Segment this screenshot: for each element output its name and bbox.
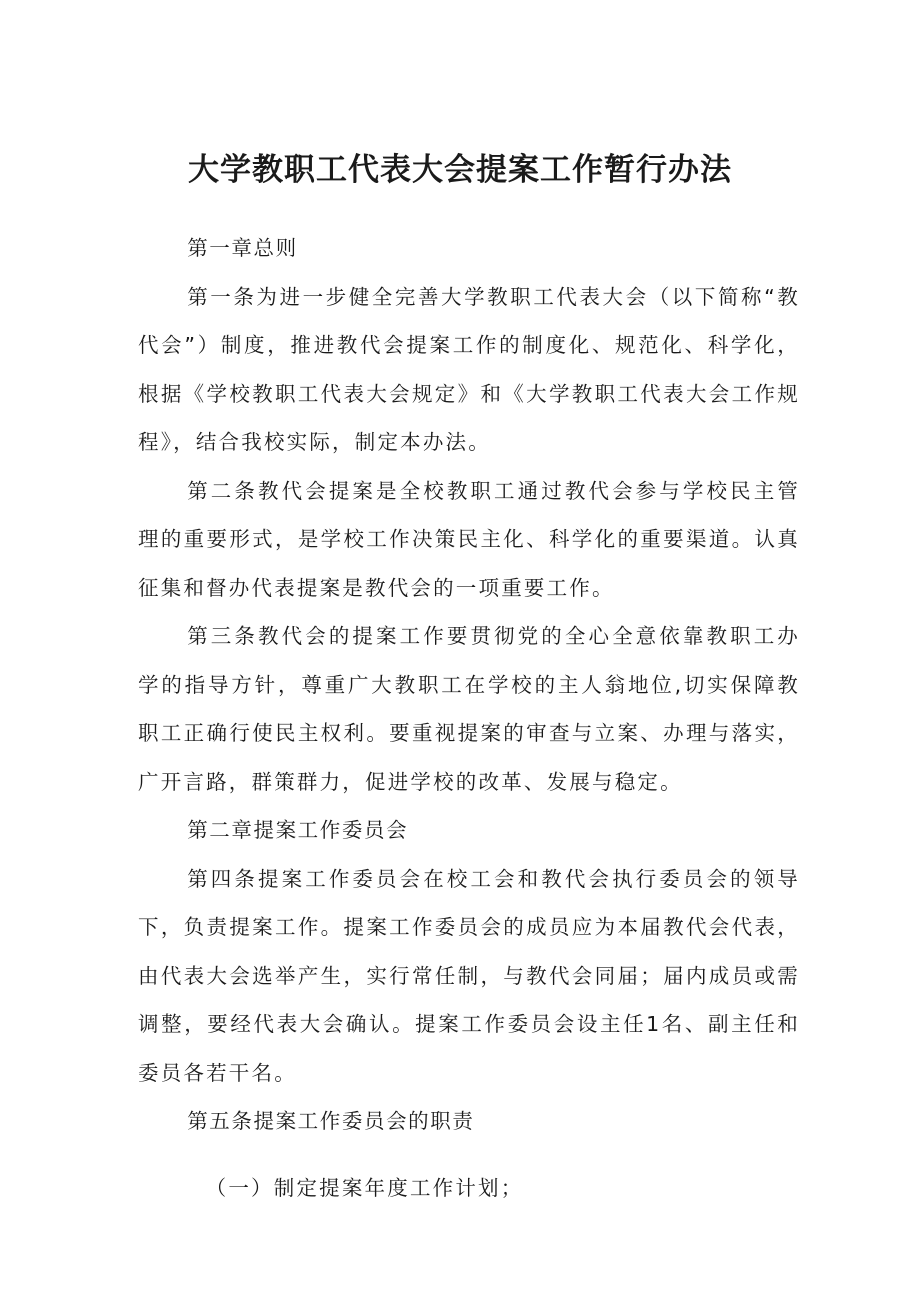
chapter-2-heading: 第二章提案工作委员会	[187, 818, 409, 842]
chapter-1-heading: 第一章总则	[187, 236, 298, 260]
article-4: 第四条提案工作委员会在校工会和教代会执行委员会的领导下，负责提案工作。提案工作委员会的成员应为本届教代会代表，由代表大会选举产生，实行常任制，与教代会同届；届内成员或需调整，要经代表大会确认。提案工作委员会设主任1名、副主任和委员各若干名。	[138, 866, 800, 1085]
document-body	[138, 224, 800, 1212]
article-3: 第三条教代会的提案工作要贯彻党的全心全意依靠教职工办学的指导方针，尊重广大教职工在学校的主人翁地位,切实保障教职工正确行使民主权利。要重视提案的审查与立案、办理与落实，广开言路，群策群力，促进学校的改革、发展与稳定。	[138, 624, 800, 794]
article-5-item-1: （一）制定提案年度工作计划；	[205, 1175, 524, 1200]
article-5-heading: 第五条提案工作委员会的职责	[187, 1109, 475, 1133]
article-2: 第二条教代会提案是全校教职工通过教代会参与学校民主管理的重要形式，是学校工作决策民主化、科学化的重要渠道。认真征集和督办代表提案是教代会的一项重要工作。	[138, 478, 800, 600]
article-1: 第一条为进一步健全完善大学教职工代表大会（以下简称“教代会”）制度，推进教代会提案工作的制度化、规范化、科学化，根据《学校教职工代表大会规定》和《大学教职工代表大会工作规程》，结合我校实际，制定本办法。	[138, 284, 800, 454]
document-title: 大学教职工代表大会提案工作暂行办法	[188, 152, 732, 188]
